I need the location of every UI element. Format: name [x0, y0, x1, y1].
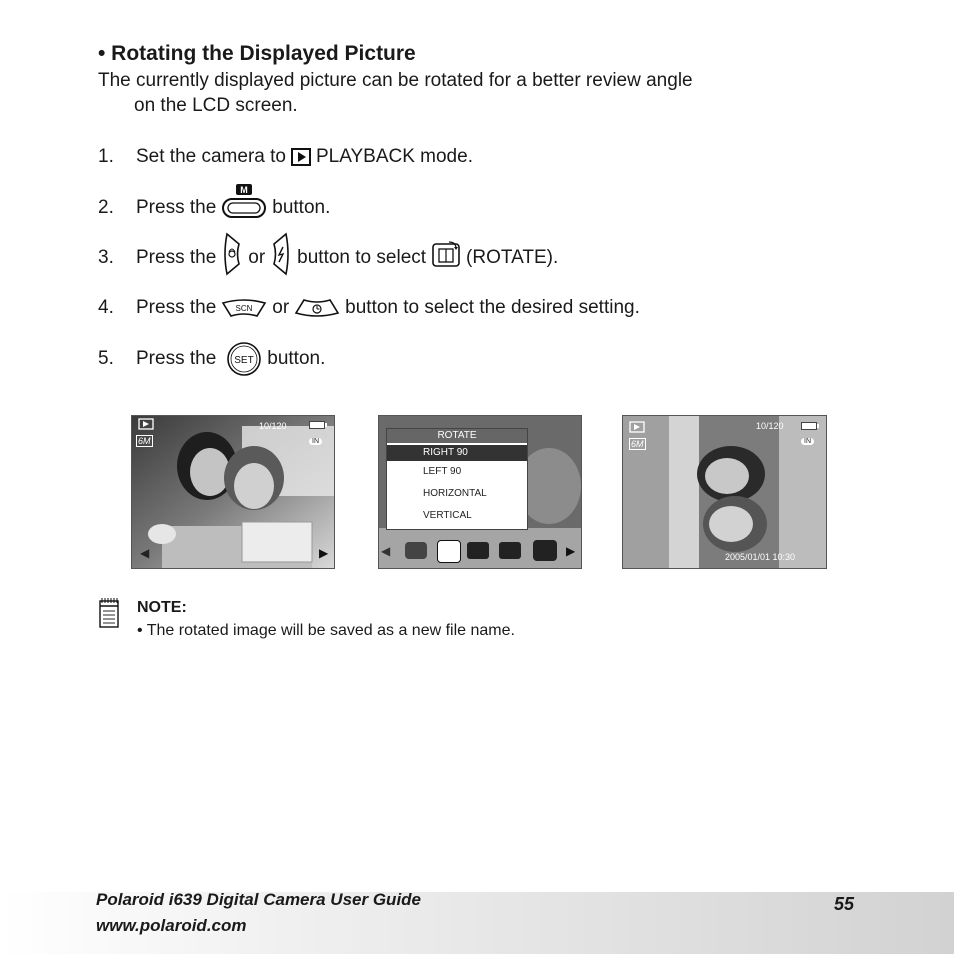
step-text: or: [272, 297, 290, 318]
copy-function-icon[interactable]: [533, 540, 557, 561]
rotate-option-right-90[interactable]: RIGHT 90: [387, 445, 527, 461]
lcd-screen-rotated: [622, 415, 827, 569]
menu-button-icon: [221, 184, 267, 220]
step-5: [98, 341, 325, 377]
menu-button-label: M: [240, 185, 249, 195]
rotate-icon: [431, 240, 461, 268]
step-number: 1.: [98, 146, 114, 167]
step-text: button to select the desired setting.: [345, 297, 640, 318]
playback-mode-icon: [629, 421, 645, 433]
image-size-badge: 6M: [138, 436, 151, 446]
step-text: button.: [272, 197, 331, 218]
protect-function-icon[interactable]: [405, 542, 427, 559]
step-text: (ROTATE).: [466, 247, 559, 268]
step-number: 5.: [98, 348, 114, 369]
step-1: [98, 139, 473, 175]
prev-arrow-icon: ◀: [140, 546, 150, 560]
lcd-screen-original: [131, 415, 335, 569]
battery-icon: [801, 422, 819, 430]
set-button-icon: [226, 341, 262, 377]
step-2: [98, 185, 331, 226]
step-text: button.: [267, 348, 326, 369]
page-number: 55: [834, 894, 855, 914]
section-heading: • Rotating the Displayed Picture: [98, 42, 416, 65]
image-size-badge: 6M: [631, 439, 644, 449]
step-4: [98, 290, 640, 326]
rotate-option-horizontal[interactable]: HORIZONTAL: [423, 488, 487, 499]
rotate-option-left-90[interactable]: LEFT 90: [423, 466, 462, 477]
step-text: button to select: [297, 247, 427, 268]
step-text: or: [248, 247, 266, 268]
resize-function-icon[interactable]: [467, 542, 489, 559]
voice-memo-function-icon[interactable]: [499, 542, 521, 559]
step-text: PLAYBACK mode.: [315, 146, 473, 167]
step-text: Set the camera to: [136, 146, 286, 167]
step-text: Press the: [136, 197, 217, 218]
rotate-option-vertical[interactable]: VERTICAL: [423, 510, 472, 521]
macro-left-button-icon: [221, 232, 243, 276]
scene-up-button-icon: [221, 297, 267, 319]
step-number: 3.: [98, 247, 114, 268]
footer-guide-title: Polaroid i639 Digital Camera User Guide: [96, 890, 422, 909]
footer-website-link[interactable]: www.polaroid.com: [96, 916, 247, 935]
note-text: • The rotated image will be saved as a new file name.: [137, 622, 515, 639]
next-arrow-icon: ▶: [319, 546, 329, 560]
playback-icon: [291, 148, 311, 166]
note-label: NOTE:: [137, 599, 187, 616]
rotate-menu-title: ROTATE: [387, 429, 527, 445]
intro-line-2: on the LCD screen.: [134, 95, 298, 116]
playback-mode-icon: [138, 418, 154, 430]
set-label: SET: [234, 355, 254, 366]
capture-timestamp: 2005/01/01 10:30: [725, 552, 796, 562]
internal-memory-badge: IN: [309, 438, 322, 445]
prev-arrow-icon: ◀: [381, 544, 391, 558]
rotate-menu: [386, 428, 528, 530]
intro-paragraph: [98, 68, 860, 118]
image-counter: 10/120: [259, 421, 287, 431]
flash-right-button-icon: [270, 232, 292, 276]
step-text: Press the: [136, 247, 217, 268]
self-timer-down-button-icon: [294, 297, 340, 319]
intro-line-1: The currently displayed picture can be rotated for a better review angle: [98, 70, 693, 91]
image-counter: 10/120: [756, 421, 784, 431]
notepad-icon: [98, 597, 120, 629]
step-text: Press the: [136, 348, 217, 369]
battery-icon: [309, 421, 327, 429]
scn-label: SCN: [235, 304, 253, 313]
photo-rotated: [623, 416, 826, 568]
step-3: [98, 240, 558, 276]
step-number: 4.: [98, 297, 114, 318]
step-text: Press the: [136, 297, 217, 318]
internal-memory-badge: IN: [801, 438, 814, 445]
step-number: 2.: [98, 197, 114, 218]
next-arrow-icon: ▶: [566, 544, 576, 558]
photo-two-girls: [132, 416, 334, 568]
rotate-function-icon-selected[interactable]: [437, 540, 461, 563]
